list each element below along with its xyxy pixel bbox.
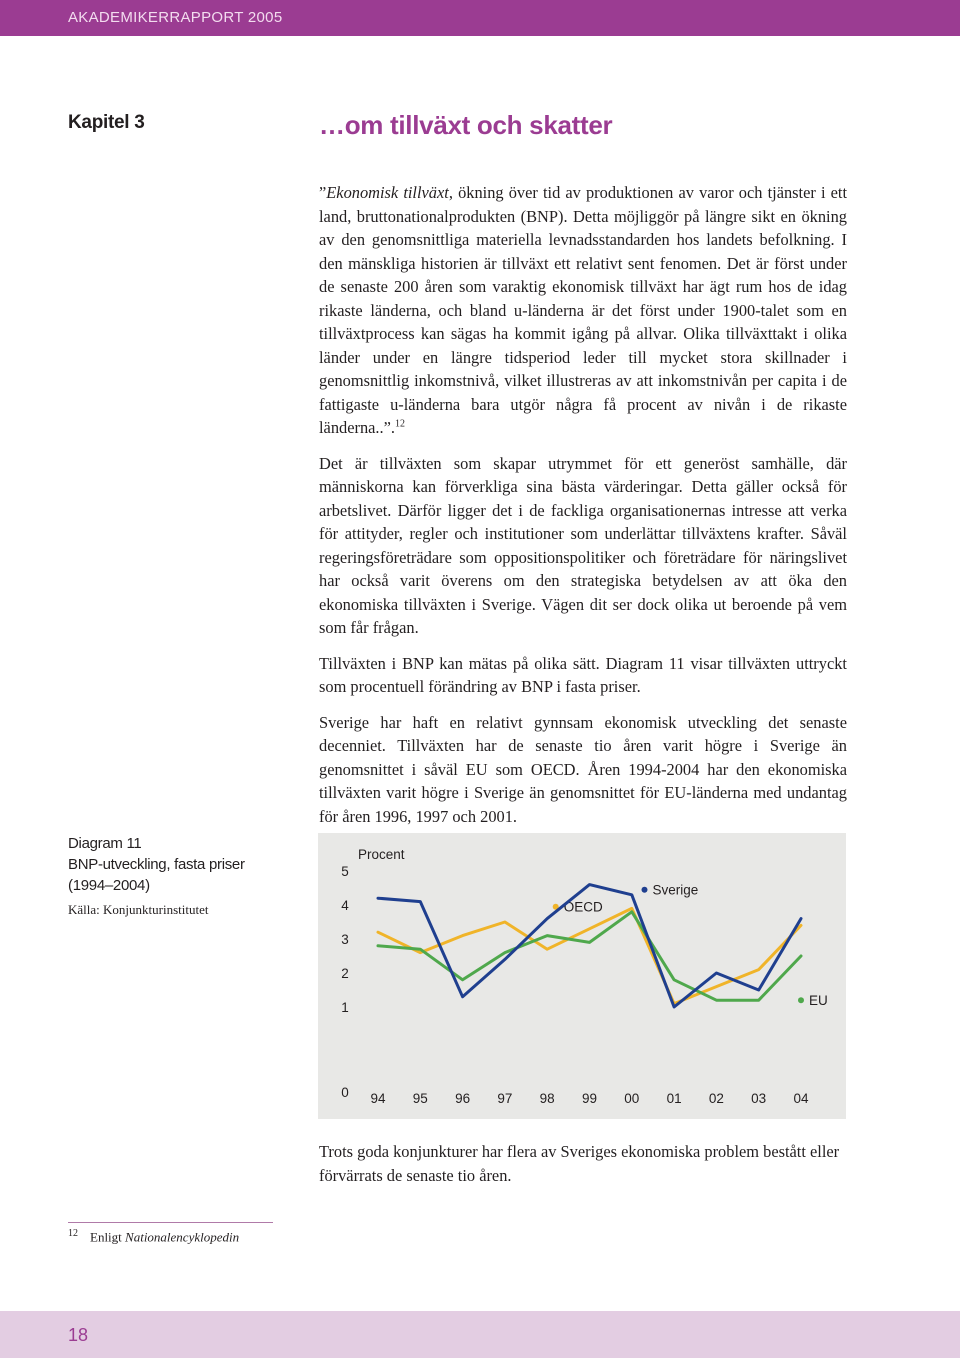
- footnote-source: Nationalencyklopedin: [125, 1229, 240, 1245]
- gdp-line-chart: [318, 833, 846, 1119]
- conclusion-text: Trots goda konjunkturer har flera av Sveriges ekonomiska problem bestått eller förvärrats de senaste tio åren.: [319, 1142, 840, 1185]
- chapter-title: …om tillväxt och skatter: [319, 110, 613, 140]
- paragraph-definition: ”Ekonomisk tillväxt, ökning över tid av produktionen av varor och tjänster i ett land, bruttonationalprodukten (BNP). Detta möjliggör på längre sikt en ökning av den genomsnittliga materiella levnadsstandarden hos landets befolkning. I den mänskliga historien är tillväxt ett relativt sent fenomen. Det är först under de senaste 200 åren som varaktig ekonomisk tillväxt har ägt rum hos de idag rikaste länderna, och bland u-länderna är det först under 1900-talet som en tillväxtprocess kan sägas ha kommit igång på allvar. Olika tillväxttakt i olika länder under en längre tidsperiod leder till mycket stora skillnader i genomsnittlig inkomstnivå, vilket illustreras av att inkomstnivån per capita i de fattigaste u-länderna bara utgör några få procent av nivån i de rikaste länderna..”.$^{12}$: [319, 183, 848, 437]
- y-tick-label: 1: [341, 1000, 349, 1015]
- defined-term: Ekonomisk tillväxt: [326, 183, 449, 202]
- x-tick-label: 94: [370, 1091, 386, 1106]
- y-tick-label: 2: [341, 966, 349, 981]
- gdp-chart: [318, 833, 846, 1119]
- y-tick-label: 0: [341, 1085, 349, 1100]
- running-header-bar: [0, 0, 960, 36]
- series-line-eu: [378, 912, 801, 1000]
- diagram-title: BNP-utveckling, fasta priser: [68, 856, 245, 873]
- x-tick-label: 04: [793, 1091, 809, 1106]
- paragraph-measure: Tillväxten i BNP kan mätas på olika sätt. Diagram 11 visar tillväxten uttryckt som procentuell förändring av BNP i fasta priser.: [319, 653, 847, 696]
- body-text: [319, 181, 847, 828]
- diagram-number: Diagram 11: [68, 835, 142, 852]
- x-tick-label: 98: [539, 1091, 555, 1106]
- chapter-label: Kapitel 3: [68, 112, 145, 133]
- legend-marker-sverige: [642, 887, 648, 893]
- series-label-eu: EU: [809, 993, 828, 1009]
- series-label-sverige: Sverige: [652, 882, 699, 898]
- legend-marker-eu: [798, 997, 804, 1003]
- x-tick-label: 03: [751, 1091, 767, 1106]
- series-label-oecd: OECD: [563, 899, 603, 915]
- x-tick-label: 95: [412, 1091, 428, 1106]
- y-axis-label: Procent: [358, 847, 405, 862]
- footnote: $^{12}$ Enligt Nationalencyklopedin: [68, 1228, 240, 1245]
- y-tick-label: 4: [341, 898, 349, 913]
- page-number: 18: [68, 1325, 89, 1345]
- diagram-period: (1994–2004): [68, 877, 150, 894]
- footnote-reference[interactable]: 12: [395, 418, 405, 430]
- series-line-oecd: [378, 908, 801, 1003]
- paragraph-sweden: Sverige har haft en relativt gynnsam ekonomisk utveckling det senaste decenniet. Tillväxten har de senaste tio åren varit högre i Sverige än genomsnittet i såväl EU som OECD. Åren 1994-2004 har den ekonomiska tillväxten varit högre i Sverige än genomsnittet för EU-länderna med undantag för åren 1996, 1997 och 2001.: [319, 712, 847, 826]
- y-tick-label: 5: [341, 864, 349, 879]
- running-title: AKADEMIKERRAPPORT 2005: [68, 9, 283, 26]
- paragraph-growth: Det är tillväxten som skapar utrymmet för ett generöst samhälle, där människorna kan förverkliga sina bästa värderingar. Detta gäller också för arbetslivet. Därför ligger det i de fackliga organisationernas intresse att verka för attityder, regler och institutioner som underlättar tillväxtens krafter. Såväl regeringsföreträdare som oppositionspolitiker och företrädare för näringslivet har också varit överens om den strategiska betydelsen av att öka den ekonomiska tillväxten i Sverige. Vägen dit ser dock olika ut beroende på vem som får frågan.: [319, 453, 847, 637]
- diagram-caption: [68, 833, 298, 918]
- x-tick-label: 02: [708, 1091, 724, 1106]
- x-tick-label: 99: [581, 1091, 598, 1106]
- x-tick-label: 00: [624, 1091, 640, 1106]
- diagram-source: Källa: Konjunkturinstitutet: [68, 902, 209, 917]
- x-tick-label: 97: [497, 1091, 513, 1106]
- footer-bar: [0, 1311, 960, 1358]
- y-tick-label: 3: [341, 932, 349, 947]
- x-tick-label: 01: [666, 1091, 682, 1106]
- footnote-number: 12: [68, 1228, 78, 1239]
- footnote-rule: [68, 1222, 273, 1223]
- x-tick-label: 96: [455, 1091, 471, 1106]
